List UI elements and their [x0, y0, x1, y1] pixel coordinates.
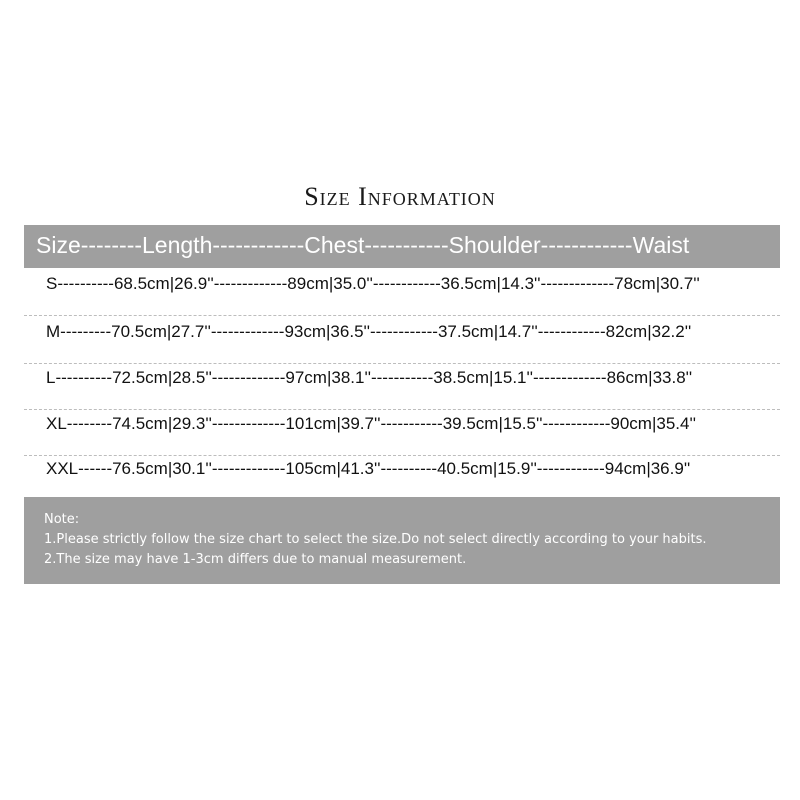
size-row-text: L----------72.5cm|28.5''-------------97cm|38.1''-----------38.5cm|15.1''-------------86cm|33.8'': [46, 368, 693, 387]
size-row-text: M---------70.5cm|27.7''-------------93cm|36.5''------------37.5cm|14.7''------------82cm|32.2'': [46, 322, 692, 341]
size-row-xxl: [24, 455, 780, 501]
size-table-header-label: Size--------Length------------Chest-----------Shoulder------------Waist: [36, 232, 690, 258]
note-line-2: 2.The size may have 1-3cm differs due to manual measurement.: [44, 552, 467, 567]
size-row-text: XXL------76.5cm|30.1''-------------105cm|41.3''----------40.5cm|15.9''------------94cm|36.9'': [46, 459, 691, 478]
page-title: Size Information: [304, 182, 496, 211]
size-row-l: [24, 364, 780, 410]
size-row-m: [24, 318, 780, 364]
note-panel: [24, 497, 780, 584]
size-row-text: S----------68.5cm|26.9''-------------89cm|35.0''------------36.5cm|14.3''-------------78cm|30.7'': [46, 274, 700, 293]
note-line-1: 1.Please strictly follow the size chart to select the size.Do not select directly according to your habits.: [44, 532, 707, 547]
row-divider: [24, 315, 780, 316]
size-row-s: [24, 270, 780, 316]
size-row-xl: [24, 410, 780, 456]
size-table-header: [24, 225, 780, 268]
note-heading: Note:: [44, 512, 80, 527]
size-row-text: XL--------74.5cm|29.3''-------------101cm|39.7''-----------39.5cm|15.5''------------90cm|35.4'': [46, 414, 696, 433]
